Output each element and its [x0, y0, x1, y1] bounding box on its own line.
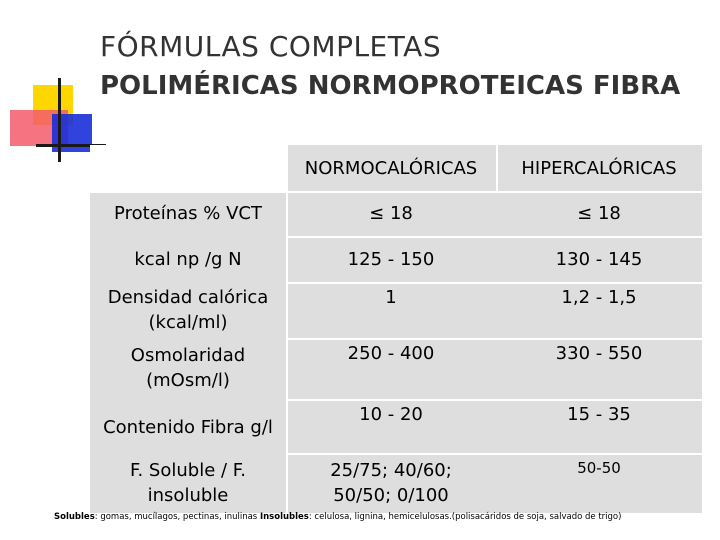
header-separator: [496, 145, 498, 191]
header-corner: [90, 145, 286, 191]
cell-hiper-fibra: 15 - 35: [567, 403, 631, 425]
footnote-insoluble-label: Insolubles: [259, 512, 309, 522]
cell-normo-densidad: 1: [385, 286, 397, 308]
cell-normo-soluble: 25/75; 40/60; 50/50; 0/100: [330, 460, 452, 506]
footnote-insoluble-text: : celulosa, lignina, hemicelulosas.(polisacáridos de soja, salvado de trigo): [308, 512, 622, 522]
row-label-kcal: kcal np /g N: [134, 248, 242, 270]
cell-hiper-kcal: 130 - 145: [555, 248, 643, 270]
cell-hiper-osmolaridad: 330 - 550: [555, 342, 643, 364]
header-normocaloricas: NORMOCALÓRICAS: [304, 157, 478, 179]
row-label-soluble: F. Soluble / F. insoluble: [130, 460, 246, 506]
cell-normo-kcal: 125 - 150: [347, 248, 435, 270]
cell-normo-proteinas: ≤ 18: [369, 203, 413, 224]
cell-hiper-proteinas: ≤ 18: [577, 203, 621, 224]
nutrition-table: [90, 145, 702, 513]
slide-title: FÓRMULAS COMPLETAS: [100, 30, 442, 63]
row-label-fibra: Contenido Fibra g/l: [103, 416, 273, 438]
decorative-vertical-line: [58, 78, 61, 162]
footnote-soluble-text: : gomas, mucílagos, pectinas, inulinas: [94, 512, 258, 522]
footnote: [54, 512, 694, 522]
cell-normo-fibra: 10 - 20: [359, 403, 423, 425]
cell-hiper-soluble: 50-50: [577, 458, 621, 477]
row-label-proteinas: Proteínas % VCT: [114, 203, 262, 224]
row-label-osmolaridad: Osmolaridad (mOsm/l): [130, 345, 246, 391]
slide-subtitle: POLIMÉRICAS NORMOPROTEICAS FIBRA: [100, 71, 681, 101]
cell-hiper-densidad: 1,2 - 1,5: [561, 286, 637, 308]
cell-normo-osmolaridad: 250 - 400: [347, 342, 435, 364]
header-hipercaloricas: HIPERCALÓRICAS: [521, 157, 677, 179]
footnote-soluble-label: Solubles: [54, 512, 95, 522]
row-label-densidad: Densidad calórica (kcal/ml): [107, 287, 269, 333]
